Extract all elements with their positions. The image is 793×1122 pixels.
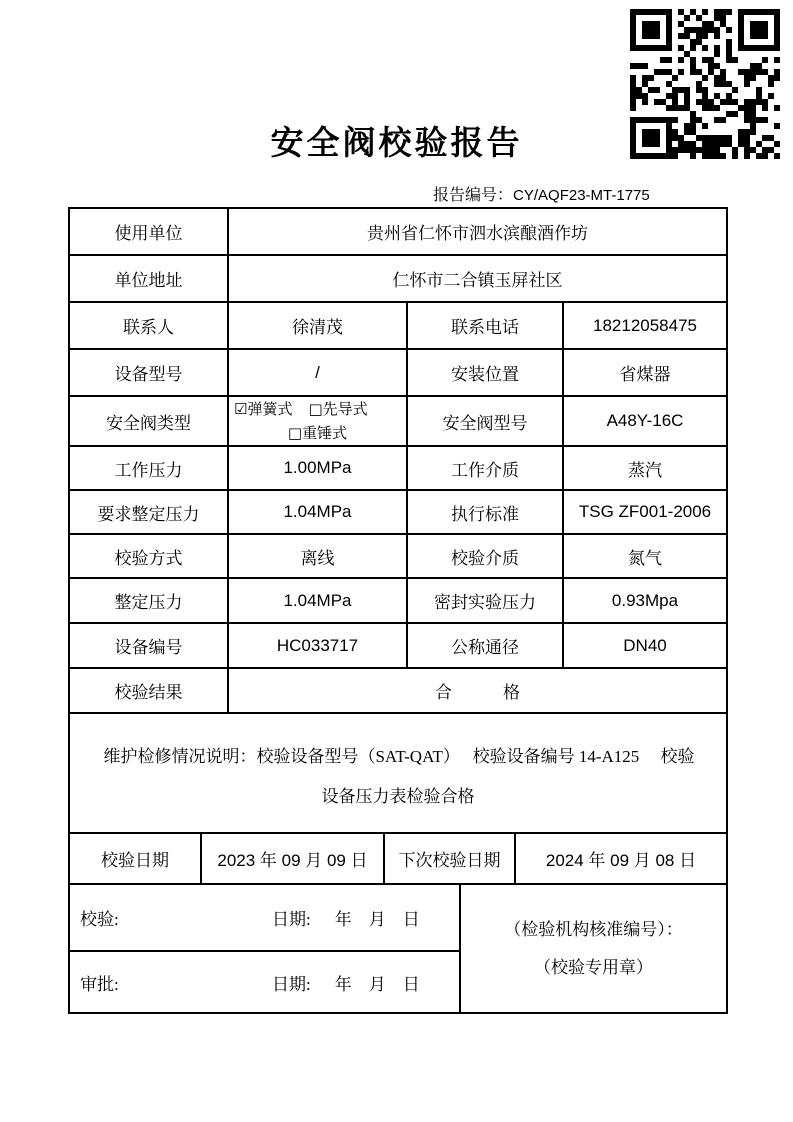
signoff-table [68,883,728,1014]
nominal-diameter-value: DN40 [563,623,727,668]
device-model-value: / [228,349,407,396]
org-approval-number-label: （检验机构核准编号）： [504,919,683,939]
approve-ymd-placeholder: 年 月 日 [334,974,420,994]
work-pressure-value: 1.00MPa [228,446,407,490]
result-label: 校验结果 [69,668,228,713]
table-row [69,534,727,578]
report-number [433,182,650,205]
result-value: 合 格 [228,668,727,713]
device-no-label: 设备编号 [69,623,228,668]
set-pressure-label: 整定压力 [69,578,228,623]
report-number-value: CY/AQF23-MT-1775 [513,187,650,204]
contact-value: 徐清茂 [228,302,407,349]
org-stamp-cell [460,884,727,1013]
phone-value: 18212058475 [563,302,727,349]
contact-label: 联系人 [69,302,228,349]
checkbox-pilot-unchecked: □先导式 [308,400,368,418]
page-title: 安全阀校验报告 [270,126,523,162]
table-row [69,396,727,446]
work-medium-label: 工作介质 [407,446,563,490]
table-row [69,578,727,623]
verify-ymd-placeholder: 年 月 日 [334,910,420,929]
calib-medium-label: 校验介质 [407,534,563,578]
nominal-diameter-label: 公称通径 [407,623,563,668]
next-calib-date-value: 2024 年 09 月 08 日 [515,833,727,884]
checkbox-weight-unchecked: □重锤式 [287,424,348,442]
table-row [69,713,727,833]
install-position-value: 省煤器 [563,349,727,396]
table-row [69,833,727,884]
work-medium-value: 蒸汽 [563,446,727,490]
required-set-pressure-value: 1.04MPa [228,490,407,534]
calib-method-label: 校验方式 [69,534,228,578]
use-unit-value: 贵州省仁怀市泗水滨酿酒作坊 [228,208,727,255]
table-row [69,623,727,668]
standard-value: TSG ZF001-2006 [563,490,727,534]
main-info-table [68,207,728,834]
table-row [69,349,727,396]
device-model-label: 设备型号 [69,349,228,396]
calib-date-value: 2023 年 09 月 09 日 [201,833,384,884]
use-unit-label: 使用单位 [69,208,228,255]
seal-test-pressure-label: 密封实验压力 [407,578,563,623]
table-row [69,884,727,951]
maintenance-note-line2: 设备压力表检验合格 [321,787,475,806]
table-row [69,490,727,534]
work-pressure-label: 工作压力 [69,446,228,490]
phone-label: 联系电话 [407,302,563,349]
table-row [69,302,727,349]
valve-type-label: 安全阀类型 [69,396,228,446]
unit-address-label: 单位地址 [69,255,228,302]
valve-type-options [228,396,407,446]
table-row [69,255,727,302]
valve-model-value: A48Y-16C [563,396,727,446]
verify-sign-cell [69,884,460,951]
install-position-label: 安装位置 [407,349,563,396]
set-pressure-value: 1.04MPa [228,578,407,623]
approve-sign-cell [69,951,460,1013]
approve-date-label: 日期: [272,974,311,994]
standard-label: 执行标准 [407,490,563,534]
approve-label: 审批: [80,974,119,994]
checkbox-spring-checked: ☑弹簧式 [234,400,293,418]
unit-address-value: 仁怀市二合镇玉屏社区 [228,255,727,302]
device-no-value: HC033717 [228,623,407,668]
next-calib-date-label: 下次校验日期 [384,833,515,884]
table-row [69,208,727,255]
verify-date-label: 日期: [272,910,311,929]
date-table [68,832,728,885]
calib-method-value: 离线 [228,534,407,578]
report-table [68,207,728,1014]
calib-date-label: 校验日期 [69,833,201,884]
valve-model-label: 安全阀型号 [407,396,563,446]
report-number-label: 报告编号： [433,187,514,204]
maintenance-note-line1: 维护检修情况说明：校验设备型号（SAT-QAT） 校验设备编号 14-A125 校验 [103,747,695,766]
verify-label: 校验: [80,910,119,929]
required-set-pressure-label: 要求整定压力 [69,490,228,534]
table-row [69,446,727,490]
table-row [69,668,727,713]
calib-medium-value: 氮气 [563,534,727,578]
calib-stamp-label: （校验专用章） [534,957,653,977]
seal-test-pressure-value: 0.93Mpa [563,578,727,623]
maintenance-note-cell [69,713,727,833]
